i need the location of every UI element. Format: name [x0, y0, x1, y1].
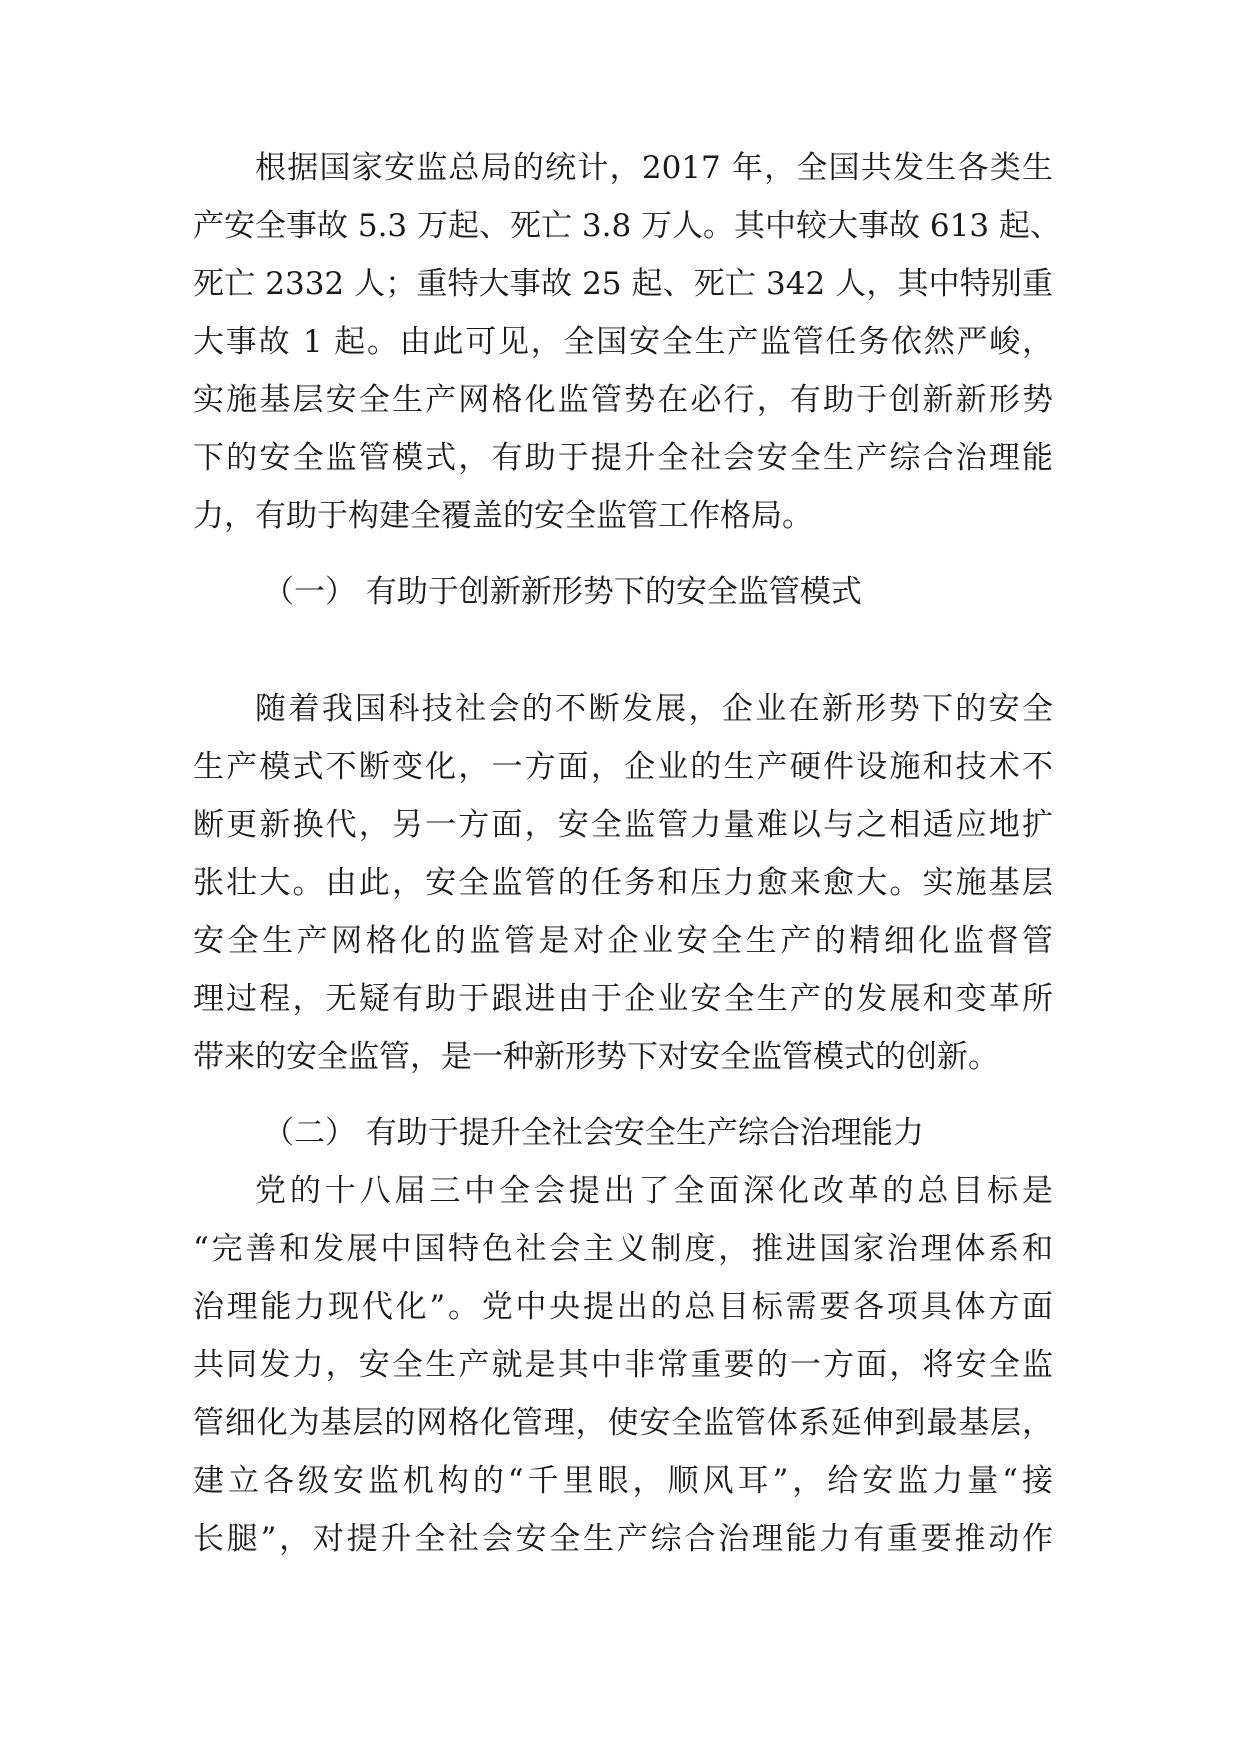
text-line: 管细化为基层的网格化管理，使安全监管体系延伸到最基层， [193, 1405, 1053, 1441]
text-line: 死亡 2332 人；重特大事故 25 起、死亡 342 人，其中特别重 [193, 266, 1053, 302]
text-line: 根据国家安监总局的统计，2017 年，全国共发生各类生 [255, 150, 1053, 186]
paragraph-3 [193, 1162, 1053, 1568]
section-heading-2 [193, 1104, 1053, 1162]
paragraph-1 [193, 139, 1061, 545]
text-line: 理过程，无疑有助于跟进由于企业安全生产的发展和变革所 [193, 981, 1053, 1017]
text-line: 力，有助于构建全覆盖的安全监管工作格局。 [193, 498, 813, 534]
text-line: 生产模式不断变化，一方面，企业的生产硬件设施和技术不 [193, 749, 1053, 785]
paragraph-2 [193, 680, 1053, 1086]
text-line: 安全生产网格化的监管是对企业安全生产的精细化监督管 [193, 923, 1053, 959]
text-line: 张壮大。由此，安全监管的任务和压力愈来愈大。实施基层 [193, 865, 1053, 901]
text-line: 党的十八届三中全会提出了全面深化改革的总目标是 [255, 1173, 1053, 1209]
text-line: 带来的安全监管，是一种新形势下对安全监管模式的创新。 [193, 1039, 999, 1075]
text-line: 产安全事故 5.3 万起、死亡 3.8 万人。其中较大事故 613 起、 [193, 208, 1061, 244]
text-line: 建立各级安监机构的“千里眼，顺风耳”，给安监力量“接 [193, 1463, 1053, 1499]
text-line: “完善和发展中国特色社会主义制度，推进国家治理体系和 [193, 1231, 1053, 1267]
text-line: 随着我国科技社会的不断发展，企业在新形势下的安全 [255, 691, 1053, 727]
text-line: 断更新换代，另一方面，安全监管力量难以与之相适应地扩 [193, 807, 1053, 843]
heading-text: （一） 有助于创新新形势下的安全监管模式 [263, 574, 862, 610]
section-heading-1 [193, 563, 1053, 621]
text-line: 共同发力，安全生产就是其中非常重要的一方面，将安全监 [193, 1347, 1053, 1383]
text-line: 实施基层安全生产网格化监管势在必行，有助于创新新形势 [193, 382, 1053, 418]
text-line: 大事故 1 起。由此可见，全国安全生产监管任务依然严峻， [193, 324, 1053, 360]
text-line: 长腿”，对提升全社会安全生产综合治理能力有重要推动作 [193, 1521, 1053, 1557]
text-line: 下的安全监管模式，有助于提升全社会安全生产综合治理能 [193, 440, 1053, 476]
text-line: 治理能力现代化”。党中央提出的总目标需要各项具体方面 [193, 1289, 1053, 1325]
heading-text: （二） 有助于提升全社会安全生产综合治理能力 [263, 1115, 924, 1151]
